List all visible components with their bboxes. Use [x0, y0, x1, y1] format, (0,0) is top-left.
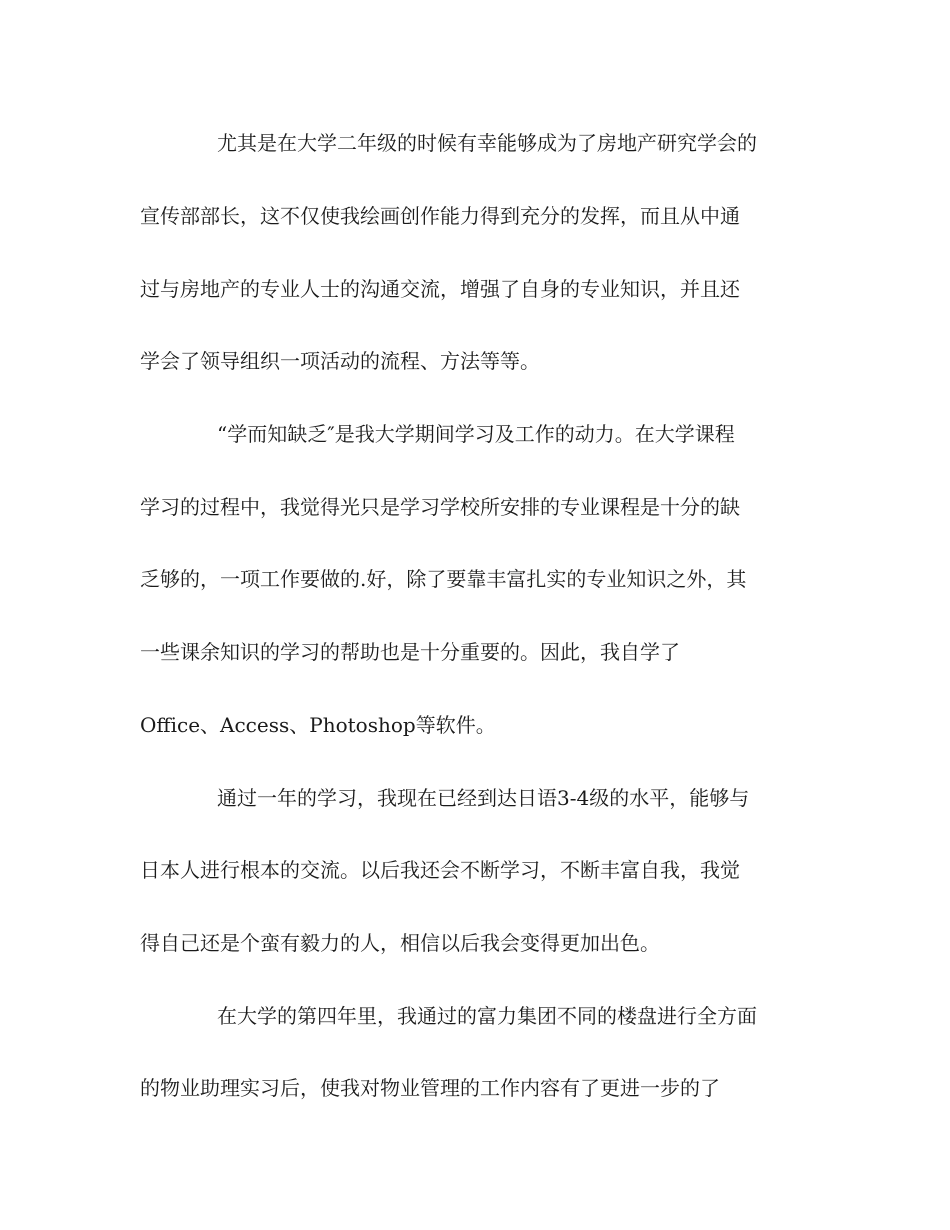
paragraph-line: 乏够的，一项工作要做的.好，除了要靠丰富扎实的专业知识之外，其	[140, 567, 747, 591]
paragraph-line: 的物业助理实习后，使我对物业管理的工作内容有了更进一步的了	[140, 1076, 720, 1100]
paragraph-line: 一些课余知识的学习的帮助也是十分重要的。因此，我自学了	[140, 640, 680, 664]
paragraph-line: 得自己还是个蛮有毅力的人，相信以后我会变得更加出色。	[140, 931, 660, 955]
paragraph-line: 学会了领导组织一项活动的流程、方法等等。	[140, 349, 540, 373]
paragraph-line: 过与房地产的专业人士的沟通交流，增强了自身的专业知识，并且还	[140, 277, 740, 301]
paragraph-line: 学习的过程中，我觉得光只是学习学校所安排的专业课程是十分的缺	[140, 495, 740, 519]
paragraph-line: “学而知缺乏″是我大学期间学习及工作的动力。在大学课程	[217, 422, 735, 446]
paragraph-line: 尤其是在大学二年级的时候有幸能够成为了房地产研究学会的	[217, 131, 757, 155]
paragraph-line: 日本人进行根本的交流。以后我还会不断学习，不断丰富自我，我觉	[140, 858, 740, 882]
paragraph-line: 宣传部部长，这不仅使我绘画创作能力得到充分的发挥，而且从中通	[140, 204, 740, 228]
paragraph-line: Office、Access、Photoshop等软件。	[140, 713, 496, 737]
paragraph-line: 通过一年的学习，我现在已经到达日语3-4级的水平，能够与	[217, 786, 750, 810]
paragraph-line: 在大学的第四年里，我通过的富力集团不同的楼盘进行全方面	[217, 1004, 757, 1028]
